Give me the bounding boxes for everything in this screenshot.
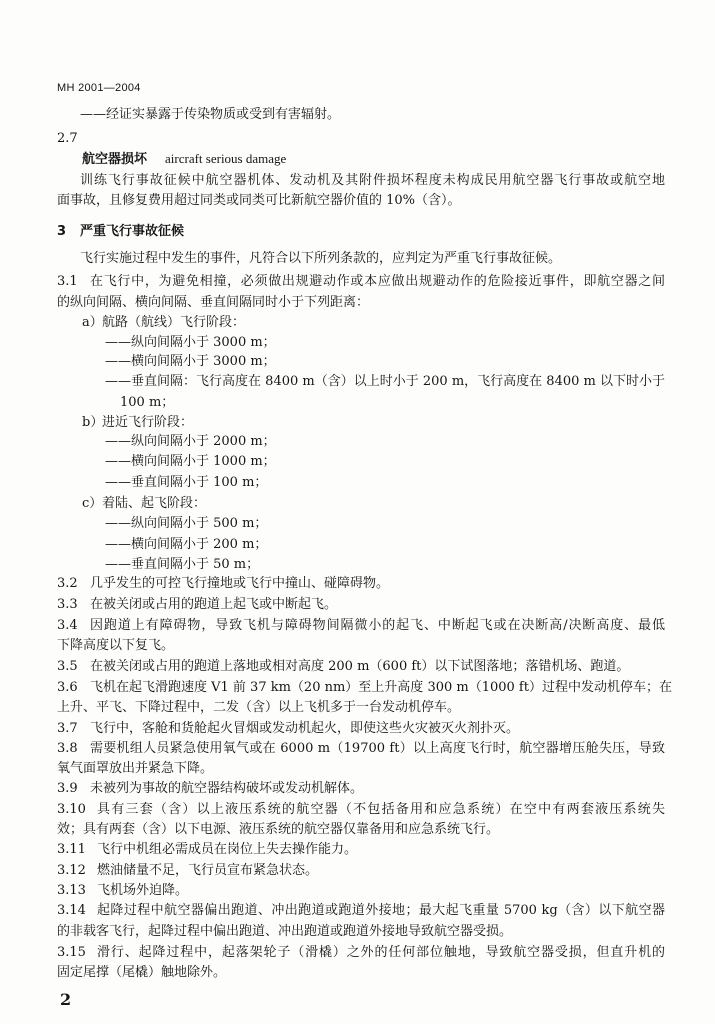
clause-number: 3.14 [57,903,86,918]
clause-3-2 [57,574,665,594]
standard-code-header: MH 2001—2004 [57,82,141,94]
clause-text: 因跑道上有障碍物，导致飞机与障碍物间隔微小的起飞、中断起飞或在决断高/决断高度、最低 [90,618,665,633]
term-number: 2.7 [57,131,78,146]
clause-3-13 [57,881,665,901]
page-number: 2 [60,990,72,1009]
clause-text: 起降过程中航空器偏出跑道、冲出跑道或跑道外接地；最大起飞重量 5700 kg（含）以下航空器 [97,903,665,918]
clause-number: 3.6 [57,680,78,695]
clause-number: 3.8 [57,741,78,756]
phase-title: 着陆、起飞阶段： [102,496,207,511]
clause-number: 3.7 [57,721,78,736]
clause-text: 在被关闭或占用的跑道上落地或相对高度 200 m（600 ft）以下试图落地；落错机场、跑道。 [90,659,630,674]
term-english: aircraft serious damage [165,151,287,166]
phase-marker: a） [82,315,103,330]
clause-text: 滑行、起降过程中，起落架轮子（滑橇）之外的任何部位触地，导致航空器受损，但直升机的 [97,945,665,960]
term-definition-line-1: 训练飞行事故征候中航空器机体、发动机及其附件损坏程度未构成民用航空器飞行事故或航空地 [80,173,665,188]
clause-text: 具有三套（含）以上液压系统的航空器（不包括备用和应急系统）在空中有两套液压系统失 [97,802,665,817]
phase-title: 进近飞行阶段： [102,415,194,430]
clause-number: 3.3 [57,597,78,612]
clause-3-7 [57,719,665,739]
phase-c-item-1: ——纵向间隔小于 500 m； [105,516,268,531]
clause-3-4-line-2: 下降高度以下复飞。 [57,638,175,653]
clause-number: 3.13 [57,883,86,898]
phase-a-item-3-continuation: 100 m； [120,395,175,410]
clause-text: 未被列为事故的航空器结构破坏或发动机解体。 [90,781,364,796]
clause-text: 需要机组人员紧急使用氧气或在 6000 m（19700 ft）以上高度飞行时，航空器增压舱失压，导致 [90,741,665,756]
clause-text: 飞机场外迫降。 [97,883,189,898]
phase-b-item-2: ——横向间隔小于 1000 m； [105,454,276,469]
phase-a-heading [82,313,665,333]
clause-3-10-line-1 [57,800,665,820]
section-intro: 飞行实施过程中发生的事件，凡符合以下所列条款的，应判定为严重飞行事故征候。 [80,251,562,266]
clause-number: 3.2 [57,576,78,591]
section-title: 严重飞行事故征候 [80,224,185,239]
clause-text: 在飞行中，为避免相撞，必须做出规避动作或本应做出规避动作的危险接近事件，即航空器之间 [90,274,665,289]
clause-3-4-line-1 [57,616,665,636]
clause-number: 3.5 [57,659,78,674]
clause-text: 飞机在起飞滑跑速度 V1 前 37 km（20 nm）至上升高度 300 m（1000 ft）过程中发动机停车；在 [90,680,672,695]
clause-3-6-line-1 [57,678,672,698]
clause-3-8-line-2: 氧气面罩放出并紧急下降。 [57,761,214,776]
clause-3-5 [57,657,665,677]
term-chinese: 航空器损坏 [82,152,148,167]
phase-marker: b） [82,415,104,430]
phase-a-item-2: ——横向间隔小于 3000 m； [105,354,276,369]
clause-3-14-line-1 [57,901,665,921]
clause-number: 3.10 [57,802,86,817]
phase-b-item-3: ——垂直间隔小于 100 m； [105,475,268,490]
clause-text: 飞行中，客舱和货舱起火冒烟或发动机起火，即使这些火灾被灭火剂扑灭。 [90,721,520,736]
clause-text: 燃油储量不足，飞行员宣布紧急状态。 [97,863,319,878]
section-heading [57,222,665,242]
phase-c-heading [82,494,665,514]
previous-item-line: ——经证实暴露于传染物质或受到有害辐射。 [80,107,341,122]
phase-a-item-3: ——垂直间隔：飞行高度在 8400 m（含）以上时小于 200 m，飞行高度在 8400 m 以下时小于 [105,374,665,389]
clause-number: 3.11 [57,842,86,857]
clause-number: 3.12 [57,863,86,878]
clause-3-8-line-1 [57,739,665,759]
clause-3-14-line-2: 的非载客飞行，起降过程中偏出跑道、冲出跑道或跑道外接地导致航空器受损。 [57,924,513,939]
section-number: 3 [57,224,67,239]
term-definition-line-2: 面事故，且修复费用超过同类或同类可比新航空器价值的 10%（含）。 [57,193,461,208]
clause-number: 3.1 [57,274,78,289]
clause-3-3 [57,595,665,615]
clause-3-6-line-2: 上升、平飞、下降过程中，二发（含）以上飞机多于一台发动机停车。 [57,700,461,715]
phase-b-item-1: ——纵向间隔小于 2000 m； [105,434,276,449]
clause-text: 在被关闭或占用的跑道上起飞或中断起飞。 [90,597,338,612]
phase-marker: c） [82,496,103,511]
clause-3-9 [57,779,665,799]
clause-number: 3.15 [57,945,86,960]
clause-text: 飞行中机组必需成员在岗位上失去操作能力。 [97,842,358,857]
phase-title: 航路（航线）飞行阶段： [102,315,246,330]
clause-3-12 [57,861,665,881]
term-heading [82,149,665,169]
phase-c-item-2: ——横向间隔小于 200 m； [105,537,268,552]
clause-3-15-line-1 [57,943,665,963]
clause-text: 几乎发生的可控飞行撞地或飞行中撞山、碰障碍物。 [90,576,390,591]
phase-a-item-1: ——纵向间隔小于 3000 m； [105,335,276,350]
phase-b-heading [82,413,665,433]
clause-3-1-line-1 [57,272,665,292]
clause-3-15-line-2: 固定尾撑（尾橇）触地除外。 [57,965,227,980]
clause-3-11 [57,840,665,860]
clause-3-1-line-2: 的纵向间隔、横向间隔、垂直间隔同时小于下列距离： [57,295,370,310]
clause-3-10-line-2: 效；具有两套（含）以下电源、液压系统的航空器仅靠备用和应急系统飞行。 [57,822,500,837]
clause-number: 3.4 [57,618,78,633]
clause-number: 3.9 [57,781,78,796]
phase-c-item-3: ——垂直间隔小于 50 m； [105,557,260,572]
